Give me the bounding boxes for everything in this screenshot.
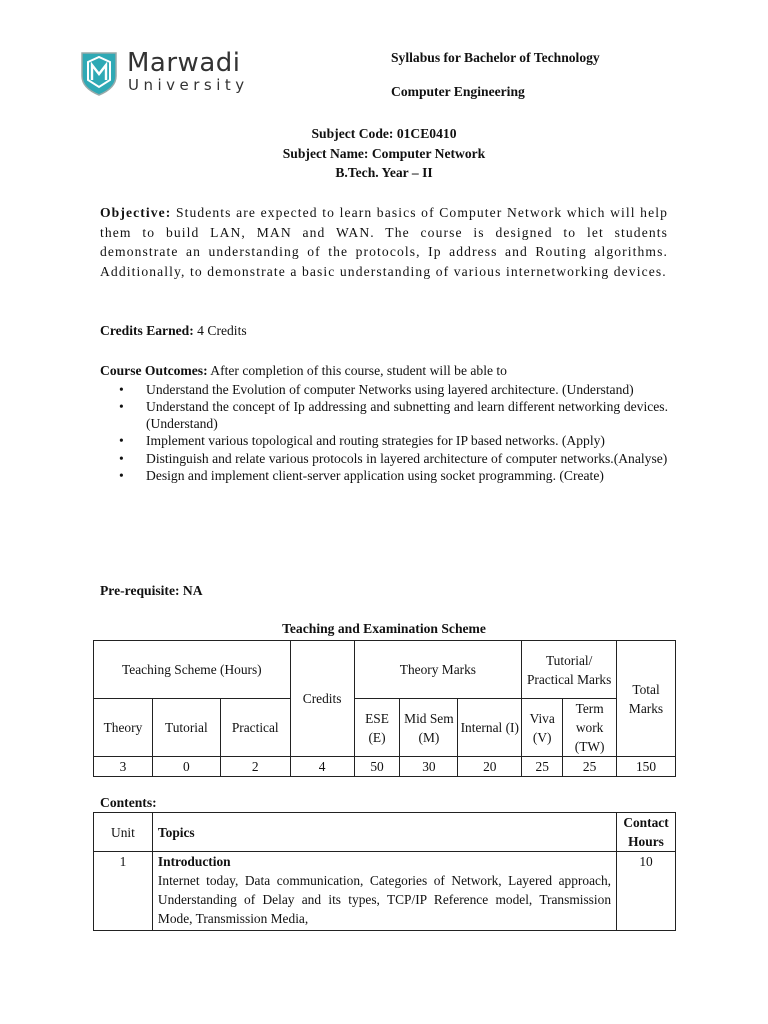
- credits-earned: [100, 321, 668, 341]
- objective-label: Objective:: [100, 205, 172, 220]
- hours-header: Contact Hours: [617, 813, 676, 852]
- cell: 150: [617, 757, 676, 777]
- theory-marks-header: Theory Marks: [354, 641, 522, 699]
- cell: 30: [400, 757, 458, 777]
- cell: 3: [94, 757, 153, 777]
- contact-hours: 10: [617, 852, 676, 931]
- scheme-table: [93, 640, 676, 777]
- prereq-label: Pre-requisite:: [100, 583, 180, 598]
- total-marks-header: Total Marks: [617, 641, 676, 757]
- outcome-item: • Understand the concept of Ip addressing and subnetting and learn different networking devices. (Understand): [100, 399, 668, 432]
- cell: 4: [290, 757, 354, 777]
- cell: 50: [354, 757, 400, 777]
- table-row: [94, 852, 676, 931]
- syllabus-title: Syllabus for Bachelor of Technology: [391, 50, 600, 65]
- topics-header: Topics: [152, 813, 616, 852]
- theory-header: Theory: [94, 699, 153, 757]
- outcomes-intro: After completion of this course, student will be able to: [207, 363, 507, 378]
- year: B.Tech. Year – II: [335, 165, 433, 180]
- unit-header: Unit: [94, 813, 153, 852]
- ese-header: ESE (E): [354, 699, 400, 757]
- credits-header: Credits: [290, 641, 354, 757]
- subject-code: Subject Code: 01CE0410: [311, 126, 457, 141]
- cell: 25: [522, 757, 563, 777]
- department: Computer Engineering: [391, 84, 525, 99]
- table-row: [94, 757, 676, 777]
- viva-header: Viva (V): [522, 699, 563, 757]
- cell: 0: [152, 757, 220, 777]
- outcome-item: • Understand the Evolution of computer Networks using layered architecture. (Understand): [100, 382, 668, 399]
- shield-logo-icon: [80, 50, 118, 96]
- scheme-title: Teaching and Examination Scheme: [282, 621, 486, 636]
- practical-header: Practical: [220, 699, 290, 757]
- credits-value: 4 Credits: [193, 323, 247, 338]
- university-logo: [80, 50, 300, 102]
- unit-number: 1: [94, 852, 153, 931]
- outcome-item: • Design and implement client-server application using socket programming. (Create): [100, 468, 668, 485]
- outcomes-label: Course Outcomes:: [100, 363, 208, 378]
- logo-subtitle: University: [128, 76, 249, 94]
- objective-text: Students are expected to learn basics of Computer Network which will help them to build LAN, MAN and WAN. The course is designed to let students demonstrate an understanding of the protocols, Ip address and Routing algorithms. Additionally, to demonstrate a basic understanding of various internetworking devices.: [100, 205, 668, 280]
- contents-table: [93, 812, 676, 931]
- credits-label: Credits Earned:: [100, 323, 194, 338]
- termwork-header: Term work (TW): [563, 699, 617, 757]
- logo-name: Marwadi: [127, 48, 241, 78]
- midsem-header: Mid Sem (M): [400, 699, 458, 757]
- tp-marks-header: Tutorial/ Practical Marks: [522, 641, 617, 699]
- topic-title: Introduction: [157, 854, 231, 869]
- course-outcomes: [100, 361, 668, 486]
- tutorial-header: Tutorial: [152, 699, 220, 757]
- topic-cell: [152, 852, 616, 931]
- prereq-value: NA: [179, 583, 203, 598]
- subject-name: Subject Name: Computer Network: [282, 146, 486, 161]
- outcome-item: • Implement various topological and routing strategies for IP based networks. (Apply): [100, 433, 668, 450]
- outcome-item: • Distinguish and relate various protocols in layered architecture of computer networks.(Analyse): [100, 451, 668, 468]
- cell: 20: [458, 757, 522, 777]
- prerequisite: [100, 581, 668, 601]
- topic-text: Internet today, Data communication, Categories of Network, Layered approach, Understanding of Delay and its types, TCP/IP Reference model, Transmission Mode, Transmission Media,: [157, 873, 612, 926]
- objective: [100, 203, 668, 282]
- internal-header: Internal (I): [458, 699, 522, 757]
- teaching-scheme-header: Teaching Scheme (Hours): [94, 641, 291, 699]
- contents-label: Contents:: [100, 795, 157, 810]
- cell: 25: [563, 757, 617, 777]
- cell: 2: [220, 757, 290, 777]
